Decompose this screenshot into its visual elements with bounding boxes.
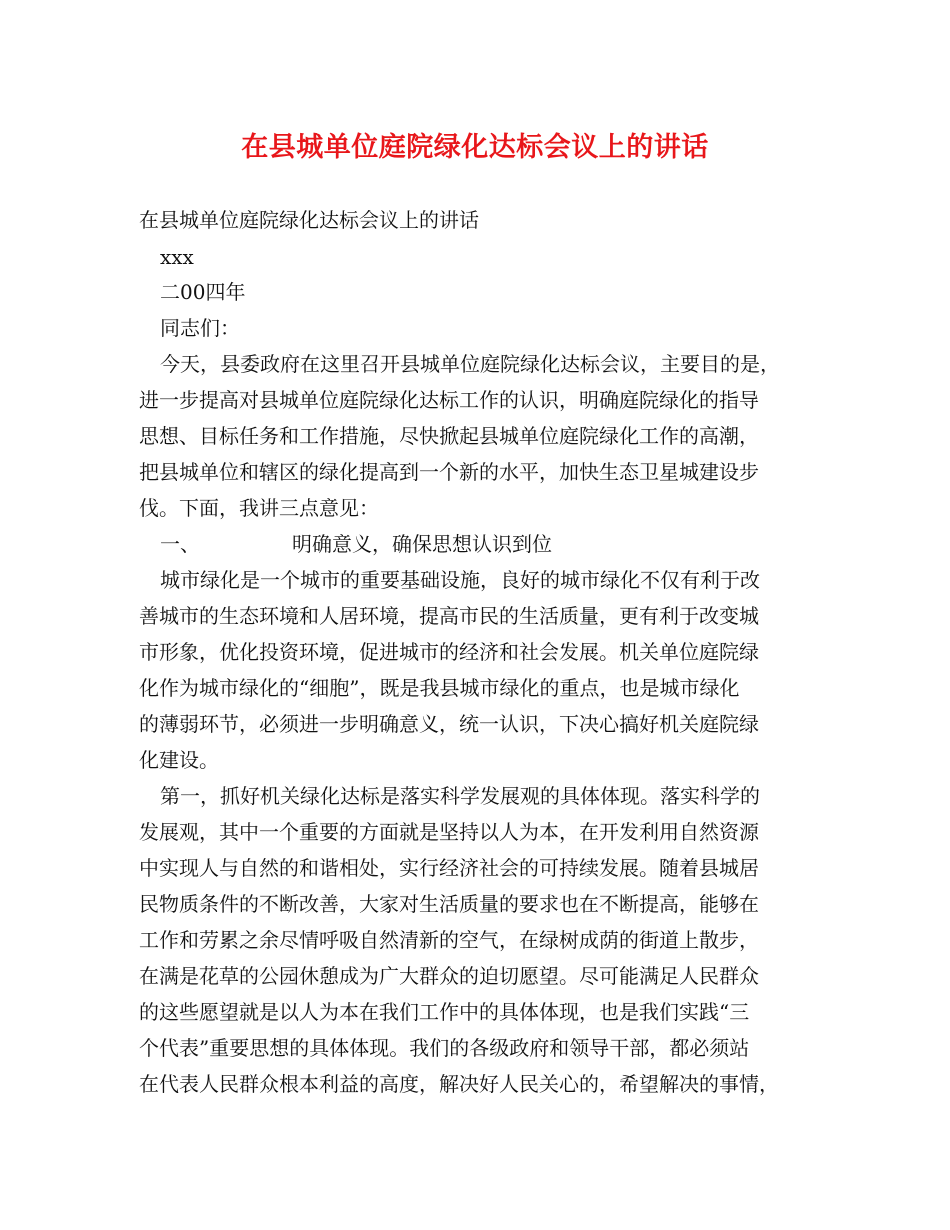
body-line: 伐。下面，我讲三点意见： [139,496,379,520]
document-title: 在县城单位庭院绿化达标会议上的讲话 [241,132,709,163]
body-line: 在代表人民群众根本利益的高度，解决好人民关心的，希望解决的事情， [139,1072,779,1096]
body-line: 的薄弱环节，必须进一步明确意义，统一认识，下决心搞好机关庭院绿 [139,712,759,736]
body-line: 化建设。 [139,748,219,772]
body-line: 进一步提高对县城单位庭院绿化达标工作的认识，明确庭院绿化的指导 [139,388,759,412]
body-line: 工作和劳累之余尽情呼吸自然清新的空气，在绿树成荫的街道上散步， [139,928,759,952]
body-line: 思想、目标任务和工作措施，尽快掀起县城单位庭院绿化工作的高潮， [139,424,759,448]
section-number: 一、 [160,532,200,556]
section-heading [160,527,850,561]
body-line: 化作为城市绿化的“细胞”，既是我县城市绿化的重点，也是城市绿化 [139,676,740,700]
body-line: 城市绿化是一个城市的重要基础设施，良好的城市绿化不仅有利于改 [160,568,760,592]
section-heading-text: 明确意义，确保思想认识到位 [292,532,552,556]
subtitle-line: 在县城单位庭院绿化达标会议上的讲话 [139,208,479,232]
body-line: 民物质条件的不断改善，大家对生活质量的要求也在不断提高，能够在 [139,892,759,916]
body-line: 的这些愿望就是以人为本在我们工作中的具体体现，也是我们实践“三 [139,1000,750,1024]
body-line: 发展观，其中一个重要的方面就是坚持以人为本，在开发利用自然资源 [139,820,759,844]
body-line: 今天，县委政府在这里召开县城单位庭院绿化达标会议，主要目的是， [160,352,780,376]
body-line: 市形象，优化投资环境，促进城市的经济和社会发展。机关单位庭院绿 [139,640,759,664]
body-line: 把县城单位和辖区的绿化提高到一个新的水平，加快生态卫星城建设步 [139,460,759,484]
body-line: 个代表”重要思想的具体体现。我们的各级政府和领导干部，都必须站 [139,1036,750,1060]
body-line: 中实现人与自然的和谐相处，实行经济社会的可持续发展。随着县城居 [139,856,759,880]
body-line: 第一，抓好机关绿化达标是落实科学发展观的具体体现。落实科学的 [160,784,760,808]
body-line: 在满是花草的公园休憩成为广大群众的迫切愿望。尽可能满足人民群众 [139,964,759,988]
date-line: 二00四年 [160,280,246,304]
author-line: xxx [160,245,194,269]
salutation-line: 同志们： [160,316,240,340]
body-line: 善城市的生态环境和人居环境，提高市民的生活质量，更有利于改变城 [139,604,759,628]
